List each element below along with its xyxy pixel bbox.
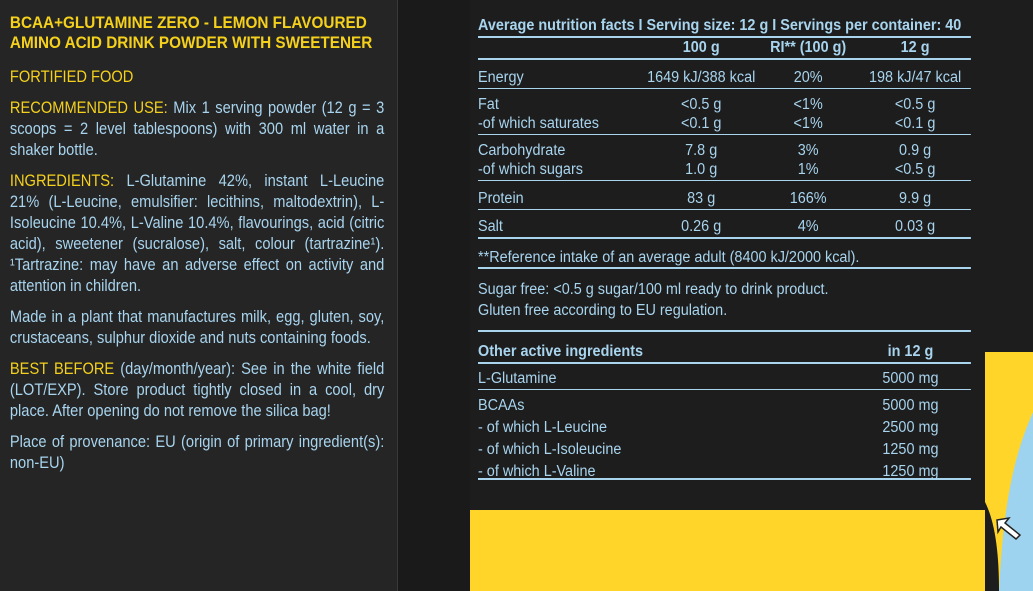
salt-row: Salt 0.26 g 4% 0.03 g (478, 210, 971, 239)
col-100g: 100 g (682, 39, 720, 56)
arrow-up-left-icon (994, 515, 1024, 541)
col-12g: 12 g (900, 39, 930, 56)
active-heading-row (478, 338, 971, 364)
sugar-free-claim: Sugar free: <0.5 g sugar/100 ml ready to drink product. (478, 280, 829, 298)
ri-note: **Reference intake of an average adult (8400 kJ/2000 kcal). (478, 249, 860, 266)
nutrition-heading-row (478, 16, 971, 38)
recommended-use: RECOMMENDED USE: Mix 1 serving powder (12 g = 3 scoops = 2 level tablespoons) with 300 ml water in a shaker bottle. (9, 99, 385, 159)
ri-note-row (478, 239, 971, 269)
allergen-info: Made in a plant that manufactures milk, egg, gluten, soy, crustaceans, sulphur dioxide and nuts containing foods. (9, 308, 385, 347)
column-header-row (478, 38, 971, 60)
nutrition-table (478, 16, 962, 480)
ingredients: INGREDIENTS: L-Glutamine 42%, instant L-Leucine 21% (L-Leucine, emulsifier: lecithins, maltodextrin), L-Isoleucine 10.4%, L-Valine 10.4%, flavourings, acid (citric acid), sweetener (sucralose), salt, colour (tartrazine¹). ¹Tartrazine: may have an adverse effect on activity and attention in children. (9, 172, 385, 295)
provenance: Place of provenance: EU (origin of primary ingredient(s): non-EU) (9, 433, 385, 472)
active-heading: Other active ingredients (478, 343, 644, 360)
nutrition-heading: Average nutrition facts I Serving size: 12 g I Servings per container: 40 (478, 17, 962, 34)
energy-row: Energy 1649 kJ/388 kcal 20% 198 kJ/47 kcal (478, 60, 971, 89)
gluten-free-claim: Gluten free according to EU regulation. (478, 301, 728, 319)
col-ri: RI** (100 g) (770, 39, 847, 56)
label-text-panel (0, 0, 397, 591)
active-row-glutamine: L-Glutamine 5000 mg (478, 364, 971, 390)
active-row-bcaas: BCAAs - of which L-Leucine - of which L-Isoleucine - of which L-Valine 5000 mg 2500 mg 1250 mg 1250 mg (478, 390, 971, 480)
carbohydrate-row: Carbohydrate -of which sugars 7.8 g 1.0 g 3% 1% 0.9 g <0.5 g (478, 135, 971, 181)
product-title: BCAA+GLUTAMINE ZERO - LEMON FLAVOURED AMINO ACID DRINK POWDER WITH SWEETENER (9, 13, 373, 52)
fat-row: Fat -of which saturates <0.5 g <0.1 g <1% <1% <0.5 g <0.1 g (478, 89, 971, 135)
panel-divider (397, 0, 471, 591)
claims-row (478, 269, 971, 332)
yellow-band (470, 510, 1033, 591)
blue-corner-shape (985, 352, 1033, 591)
active-heading-col: in 12 g (887, 343, 934, 360)
protein-row: Protein 83 g 166% 9.9 g (478, 181, 971, 210)
best-before: BEST BEFORE (day/month/year): See in the white field (LOT/EXP). Store product tightly closed in a cool, dry place. After opening do not remove the silica bag! (9, 360, 385, 420)
fortified-food: FORTIFIED FOOD (9, 68, 134, 86)
